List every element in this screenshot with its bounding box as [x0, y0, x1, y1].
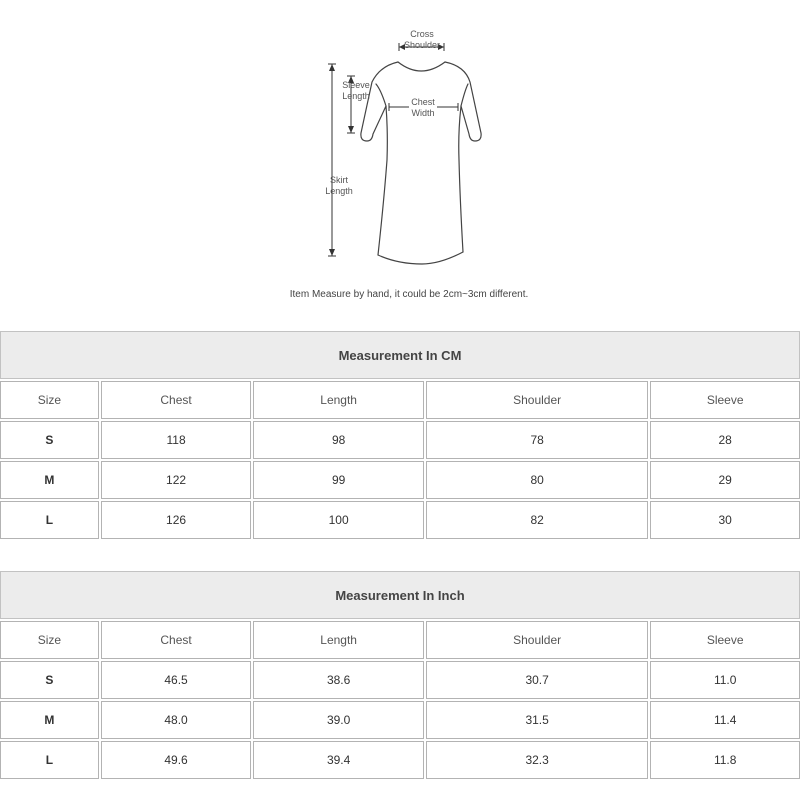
measurement-table-cm	[0, 329, 800, 541]
table-row	[0, 661, 800, 699]
chest-cell: 126	[101, 501, 252, 539]
table-row	[0, 701, 800, 739]
measure-note: Item Measure by hand, it could be 2cm~3cm different.	[289, 289, 529, 300]
header-cell: Size	[0, 621, 99, 659]
header-cell: Shoulder	[426, 381, 648, 419]
table-header-row	[0, 381, 800, 419]
header-cell: Chest	[101, 381, 252, 419]
sleeve-length-label: Sleeve Length	[342, 80, 370, 101]
sleeve-cell: 28	[650, 421, 800, 459]
header-cell: Shoulder	[426, 621, 648, 659]
chest-cell: 46.5	[101, 661, 252, 699]
skirt-length-label: Skirt Length	[325, 175, 353, 196]
table-caption: Measurement In CM	[0, 331, 800, 379]
size-cell: L	[0, 741, 99, 779]
table-row	[0, 741, 800, 779]
size-cell: M	[0, 461, 99, 499]
chest-cell: 49.6	[101, 741, 252, 779]
sleeve-cell: 30	[650, 501, 800, 539]
length-cell: 39.4	[253, 741, 424, 779]
shoulder-cell: 78	[426, 421, 648, 459]
length-cell: 100	[253, 501, 424, 539]
chest-cell: 122	[101, 461, 252, 499]
shoulder-cell: 30.7	[426, 661, 648, 699]
chest-cell: 48.0	[101, 701, 252, 739]
length-cell: 99	[253, 461, 424, 499]
header-cell: Chest	[101, 621, 252, 659]
length-cell: 98	[253, 421, 424, 459]
table-caption: Measurement In Inch	[0, 571, 800, 619]
table-row	[0, 461, 800, 499]
sleeve-cell: 29	[650, 461, 800, 499]
chest-cell: 118	[101, 421, 252, 459]
header-cell: Sleeve	[650, 381, 800, 419]
chest-width-label: Chest Width	[411, 97, 435, 118]
table-header-row	[0, 621, 800, 659]
size-cell: S	[0, 661, 99, 699]
header-cell: Size	[0, 381, 99, 419]
table-row	[0, 421, 800, 459]
shoulder-cell: 31.5	[426, 701, 648, 739]
measurement-table-inch	[0, 569, 800, 781]
size-cell: M	[0, 701, 99, 739]
header-cell: Length	[253, 381, 424, 419]
shoulder-cell: 80	[426, 461, 648, 499]
length-cell: 39.0	[253, 701, 424, 739]
header-cell: Length	[253, 621, 424, 659]
measurement-diagram	[0, 0, 800, 320]
sleeve-cell: 11.0	[650, 661, 800, 699]
table-row	[0, 501, 800, 539]
header-cell: Sleeve	[650, 621, 800, 659]
sleeve-cell: 11.4	[650, 701, 800, 739]
shoulder-cell: 32.3	[426, 741, 648, 779]
sleeve-cell: 11.8	[650, 741, 800, 779]
length-cell: 38.6	[253, 661, 424, 699]
shoulder-cell: 82	[426, 501, 648, 539]
size-cell: L	[0, 501, 99, 539]
cross-shoulder-label: Cross Shoulder	[403, 29, 441, 50]
size-cell: S	[0, 421, 99, 459]
